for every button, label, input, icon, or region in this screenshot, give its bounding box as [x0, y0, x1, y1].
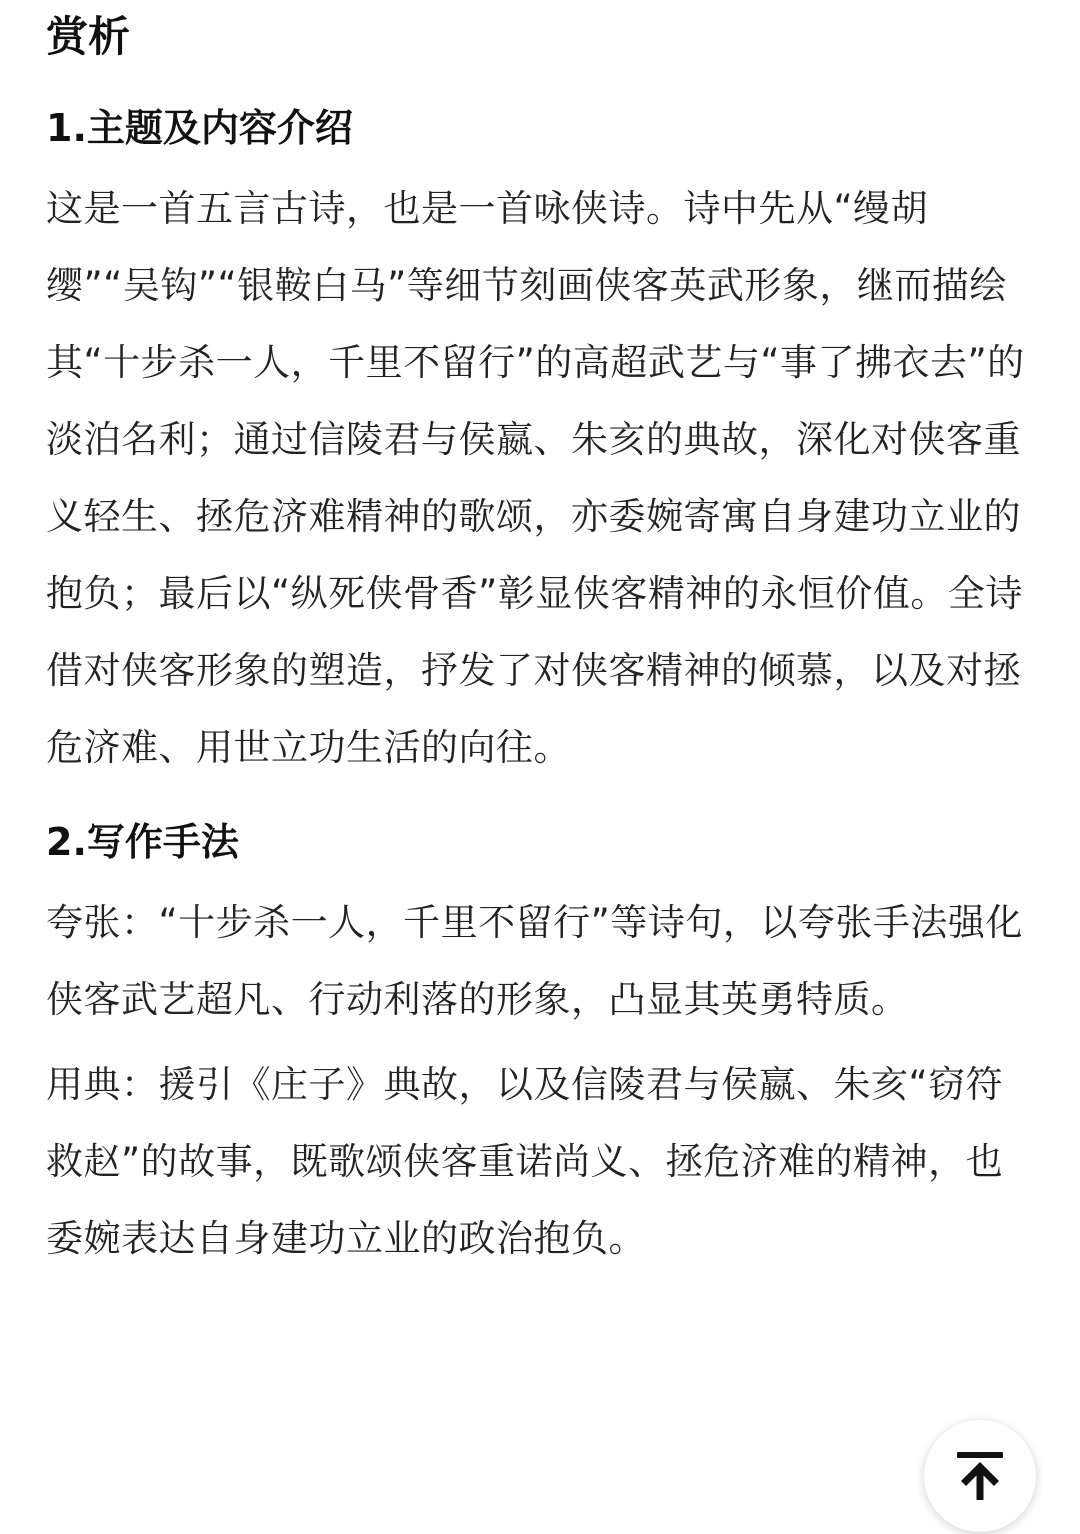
article-content	[46, 6, 1036, 1277]
arrow-up-to-top-icon	[955, 1450, 1005, 1502]
section-techniques	[46, 812, 1036, 1277]
page-title: 赏析	[46, 12, 131, 61]
section-heading-theme: 1.主题及内容介绍	[46, 106, 353, 150]
paragraph-exaggeration: 夸张：“十步杀一人，千里不留行”等诗句，以夸张手法强化侠客武艺超凡、行动利落的形象，凸显其英勇特质。	[46, 901, 1023, 1021]
back-to-top-button[interactable]	[924, 1420, 1036, 1532]
section-theme	[46, 98, 1036, 786]
section-heading-techniques: 2.写作手法	[46, 820, 239, 864]
paragraph-allusion: 用典：援引《庄子》典故，以及信陵君与侯嬴、朱亥“窃符救赵”的故事，既歌颂侠客重诺尚义、拯危济难的精神，也委婉表达自身建功立业的政治抱负。	[46, 1063, 1004, 1260]
paragraph-theme-intro: 这是一首五言古诗，也是一首咏侠诗。诗中先从“缦胡缨”“吴钩”“银鞍白马”等细节刻画侠客英武形象，继而描绘其“十步杀一人，千里不留行”的高超武艺与“事了拂衣去”的淡泊名利；通过信陵君与侯嬴、朱亥的典故，深化对侠客重义轻生、拯危济难精神的歌颂，亦委婉寄寓自身建功立业的抱负；最后以“纵死侠骨香”彰显侠客精神的永恒价值。全诗借对侠客形象的塑造，抒发了对侠客精神的倾慕，以及对拯危济难、用世立功生活的向往。	[46, 187, 1025, 769]
